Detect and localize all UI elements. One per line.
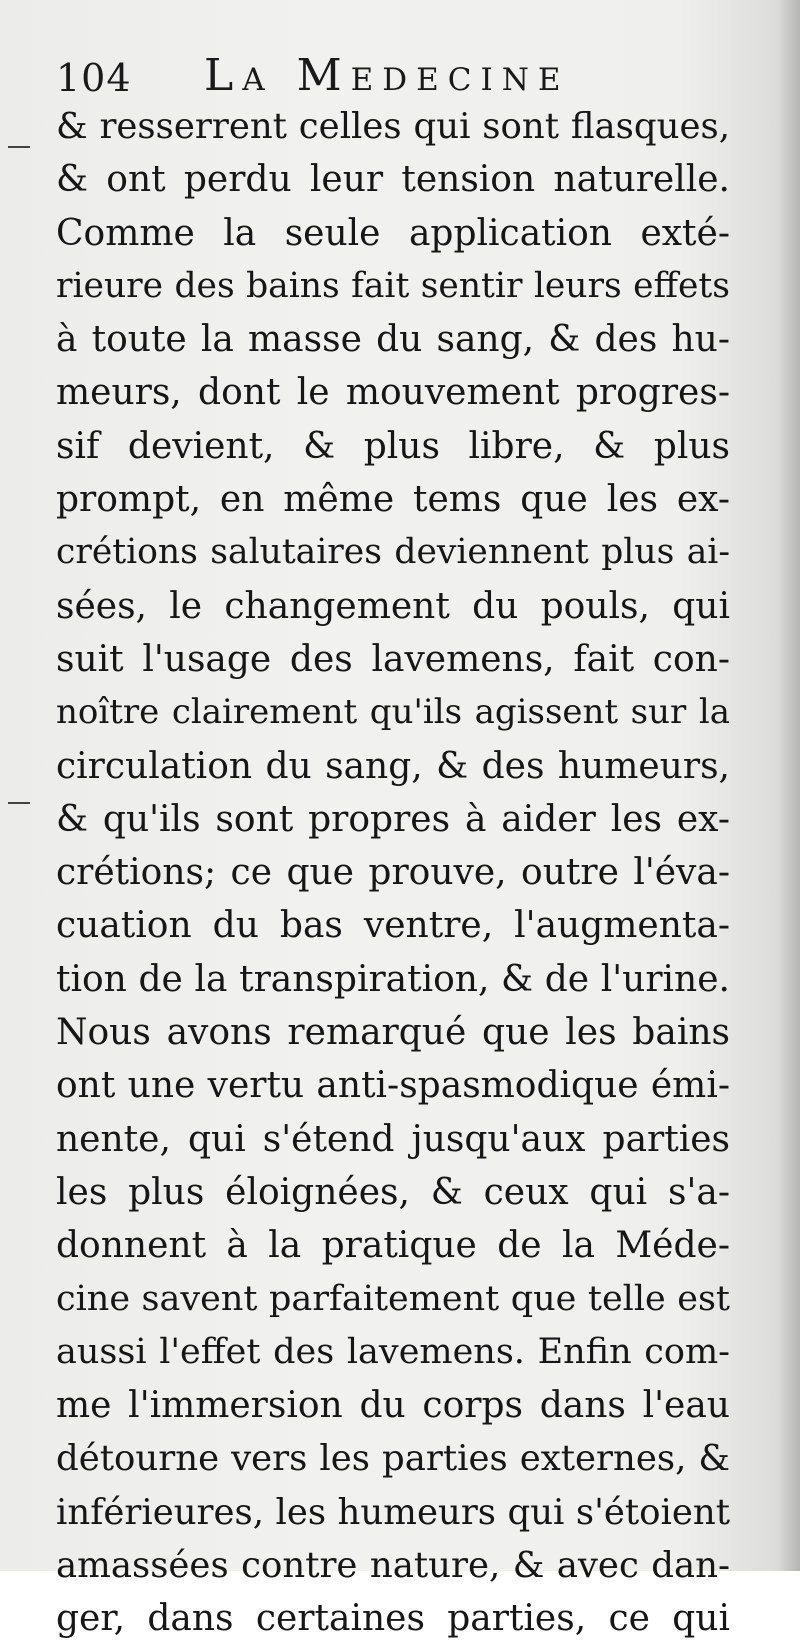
running-title: La Medecine bbox=[204, 50, 570, 101]
text-line: circulation du sang, & des humeurs, bbox=[56, 745, 730, 787]
text-line: amassées contre nature, & avec dan- bbox=[56, 1545, 730, 1587]
text-line: cuation du bas ventre, l'augmenta- bbox=[56, 905, 730, 947]
text-line: rieure des bains fait sentir leurs effets bbox=[56, 265, 730, 306]
text-line: crétions salutaires deviennent plus ai- bbox=[56, 532, 730, 573]
text-line: cine savent parfaitement que telle est bbox=[56, 1278, 730, 1319]
text-line: aussi l'effet des lavemens. Enfin com- bbox=[56, 1331, 730, 1372]
text-line: inférieures, les humeurs qui s'étoient bbox=[56, 1491, 730, 1533]
text-line: donnent à la pratique de la Méde- bbox=[56, 1225, 730, 1267]
margin-mark bbox=[8, 802, 30, 804]
text-line: les plus éloignées, & ceux qui s'a- bbox=[56, 1171, 730, 1213]
text-line: noître clairement qu'ils agissent sur la bbox=[56, 692, 730, 733]
text-line: & qu'ils sont propres à aider les ex- bbox=[56, 798, 730, 840]
page-number: 104 bbox=[56, 56, 132, 100]
margin-mark bbox=[8, 146, 30, 148]
text-line: détourne vers les parties externes, & bbox=[56, 1438, 730, 1480]
text-line: Comme la seule application exté- bbox=[56, 212, 730, 254]
page-header bbox=[56, 48, 736, 101]
text-line: & resserrent celles qui sont flasques, bbox=[56, 106, 730, 147]
text-line: & ont perdu leur tension naturelle. bbox=[56, 159, 730, 201]
body-text bbox=[56, 100, 730, 1646]
text-line: me l'immersion du corps dans l'eau bbox=[56, 1385, 730, 1427]
text-line: Nous avons remarqué que les bains bbox=[56, 1012, 730, 1054]
text-line: prompt, en même tems que les ex- bbox=[56, 479, 730, 521]
text-line: suit l'usage des lavemens, fait con- bbox=[56, 638, 730, 680]
text-line: crétions; ce que prouve, outre l'éva- bbox=[56, 852, 730, 894]
text-line: nente, qui s'étend jusqu'aux parties bbox=[56, 1118, 730, 1160]
text-line: meurs, dont le mouvement progres- bbox=[56, 372, 730, 414]
text-line: sées, le changement du pouls, qui bbox=[56, 585, 730, 627]
text-line: ger, dans certaines parties, ce qui bbox=[56, 1598, 730, 1640]
text-line: ont une vertu anti-spasmodique émi- bbox=[56, 1065, 730, 1107]
text-line: tion de la transpiration, & de l'urine. bbox=[56, 958, 730, 1000]
text-line: sif devient, & plus libre, & plus bbox=[56, 425, 730, 467]
text-line: à toute la masse du sang, & des hu- bbox=[56, 319, 730, 361]
